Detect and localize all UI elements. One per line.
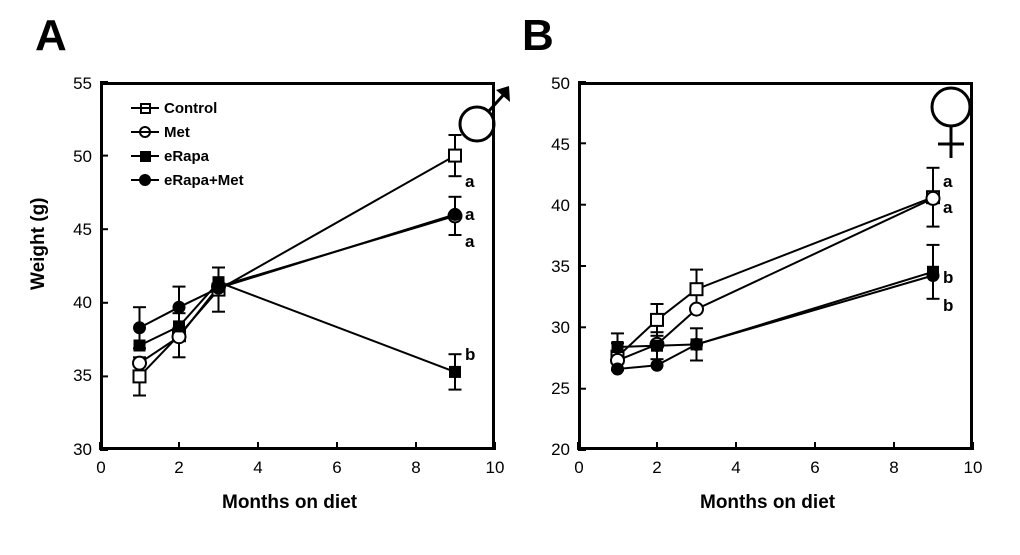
panel-b-x-tick: 0 bbox=[574, 458, 584, 477]
panel-b-x-axis-title: Months on diet bbox=[700, 492, 836, 513]
panel-a-y-tick: 45 bbox=[73, 220, 92, 239]
panel-a-y-tick: 50 bbox=[73, 147, 92, 166]
panel-a-x-tick: 10 bbox=[485, 458, 505, 477]
panel-b-letter: B bbox=[522, 11, 554, 60]
panel-b-y-tick: 35 bbox=[551, 257, 570, 276]
panel-b-endpoint-label-met: a bbox=[943, 198, 953, 217]
panel-b-x-tick: 6 bbox=[810, 458, 820, 477]
panel-b-endpoint-label-erapa: b bbox=[943, 268, 954, 287]
panel-b-y-tick: 45 bbox=[551, 135, 570, 154]
panel-a-x-tick: 4 bbox=[253, 458, 263, 477]
panel-b-endpoint-label-control: a bbox=[943, 172, 953, 191]
panel-a-y-axis-title: Weight (g) bbox=[28, 197, 49, 290]
panel-a-y-tick: 35 bbox=[73, 366, 92, 385]
panel-a-y-tick: 30 bbox=[73, 440, 92, 459]
legend-label: Met bbox=[164, 123, 190, 141]
panel-b-y-tick: 25 bbox=[551, 379, 570, 398]
legend-label: eRapa+Met bbox=[164, 171, 244, 189]
panel-a-x-tick: 8 bbox=[411, 458, 421, 477]
panel-a-letter: A bbox=[35, 11, 67, 60]
panel-b-y-tick: 40 bbox=[551, 196, 570, 215]
panel-a-x-tick: 6 bbox=[332, 458, 342, 477]
panel-b-y-tick: 50 bbox=[551, 74, 570, 93]
panel-b-y-tick: 20 bbox=[551, 440, 570, 459]
panel-b-y-tick: 30 bbox=[551, 318, 570, 337]
legend-label: eRapa bbox=[164, 147, 210, 165]
legend-label: Control bbox=[164, 99, 218, 117]
panel-b-endpoint-label-erapa-met: b bbox=[943, 296, 954, 315]
panel-a-endpoint-label-met: a bbox=[465, 232, 475, 251]
panel-a-y-tick: 55 bbox=[73, 74, 92, 93]
panel-a-y-tick: 40 bbox=[73, 293, 92, 312]
panel-b-x-tick: 2 bbox=[652, 458, 662, 477]
panel-b-data-layer bbox=[510, 0, 1020, 555]
panel-a-endpoint-label-control: a bbox=[465, 172, 475, 191]
panel-a-x-tick: 0 bbox=[96, 458, 106, 477]
panel-b-x-tick: 8 bbox=[889, 458, 899, 477]
panel-a-endpoint-label-erapa: b bbox=[465, 345, 476, 364]
panel-b-x-tick: 10 bbox=[963, 458, 983, 477]
panel-b-x-tick: 4 bbox=[731, 458, 741, 477]
panel-a-endpoint-label-erapa-met: a bbox=[465, 205, 475, 224]
panel-a-x-tick: 2 bbox=[174, 458, 184, 477]
panel-a-x-axis-title: Months on diet bbox=[222, 492, 358, 513]
panel-b bbox=[510, 0, 1020, 555]
